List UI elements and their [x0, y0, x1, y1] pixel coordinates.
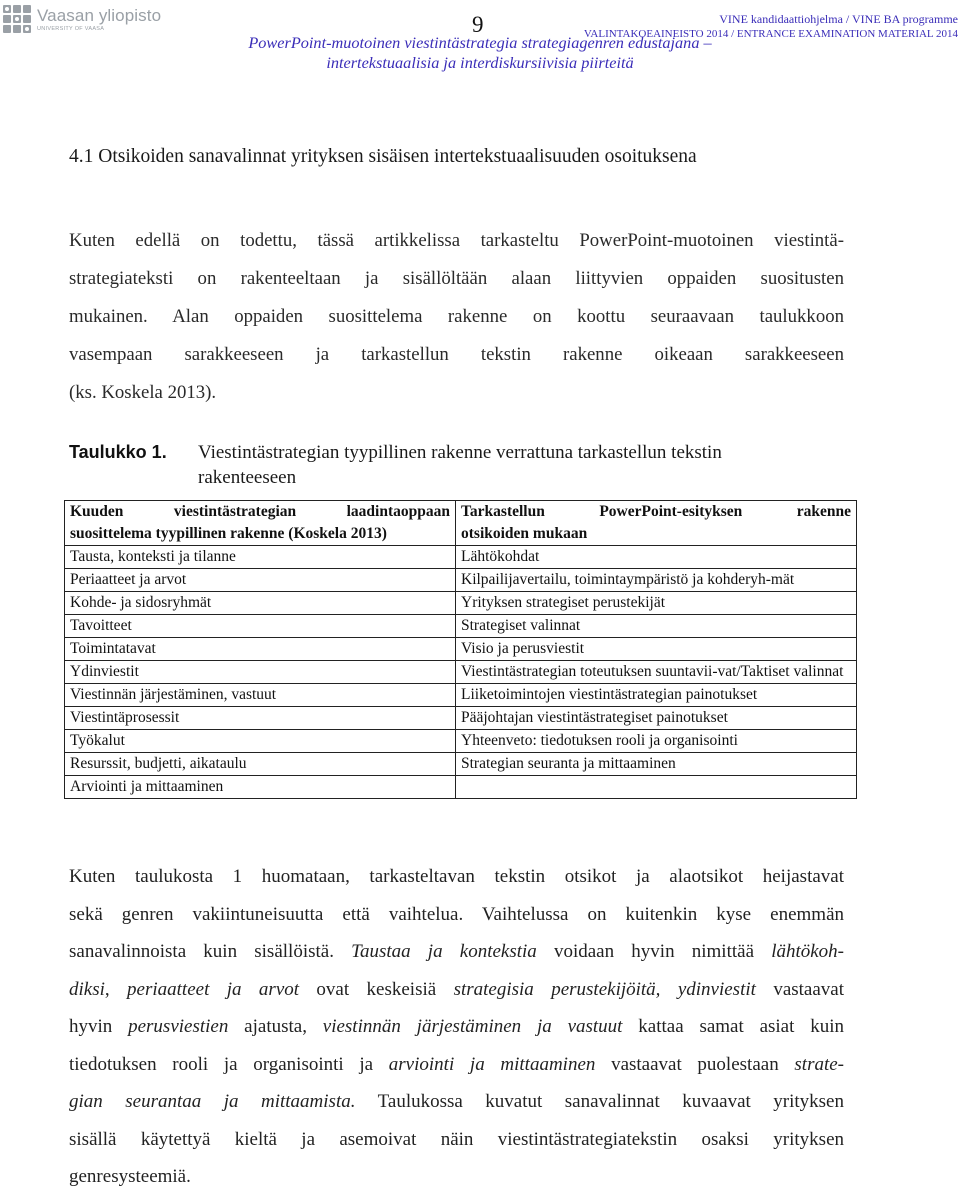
table-row: [65, 707, 857, 730]
table-row: [65, 546, 857, 569]
table-header-left-line1: Kuuden viestintästrategian laadintaoppaan: [70, 503, 450, 520]
paragraph-line: sekä genren vakiintuneisuutta että vaihtelua. Vaihtelussa on kuitenkin kyse enemmän: [69, 903, 844, 925]
university-logo: [2, 4, 161, 44]
article-title-line2: intertekstuaalisia ja interdiskursiivisia piirteitä: [326, 53, 634, 72]
table-cell-left: Periaatteet ja arvot: [65, 569, 456, 592]
table-header-right: [456, 501, 857, 546]
italic-term: perusviestien: [128, 1016, 229, 1037]
italic-term: periaatteet ja arvot: [127, 978, 300, 1000]
table-cell-right: Strategian seuranta ja mittaaminen: [456, 753, 857, 776]
table-caption-label: Taulukko 1.: [69, 442, 167, 462]
page-number: 9: [472, 12, 484, 37]
table-caption-line1: Viestintästrategian tyypillinen rakenne verrattuna tarkastellun tekstin: [198, 442, 722, 463]
paragraph-line: Kuten edellä on todettu, tässä artikkelissa tarkasteltu PowerPoint-muotoinen viestintä-: [69, 230, 844, 251]
table-row: [65, 615, 857, 638]
text-run: vastaavat: [755, 978, 844, 1000]
table-row: [65, 569, 857, 592]
table-row: [65, 776, 857, 799]
table-cell-right: Strategiset valinnat: [456, 615, 857, 638]
table-row: [65, 661, 857, 684]
table-cell-right: Kilpailijavertailu, toimintaympäristö ja kohderyh-mät: [456, 569, 857, 592]
text-run: sanavalinnoista kuin sisällöistä.: [69, 941, 352, 962]
table-cell-right: Yhteenveto: tiedotuksen rooli ja organisointi: [456, 730, 857, 753]
table-cell-left: Resurssit, budjetti, aikataulu: [65, 753, 456, 776]
table-cell-left: Kohde- ja sidosryhmät: [65, 592, 456, 615]
text-run: kattaa samat asiat kuin: [622, 1016, 844, 1037]
table-cell-left: Viestinnän järjestäminen, vastuut: [65, 684, 456, 707]
programme-label: VINE kandidaattiohjelma / VINE BA programme: [719, 12, 958, 26]
paragraph-line: strategiateksti on rakenteeltaan ja sisällöltään alaan liittyvien oppaiden suositusten: [69, 268, 844, 289]
italic-term: strate-: [794, 1053, 844, 1075]
italic-term: lähtökoh-: [771, 941, 844, 962]
table-row: [65, 684, 857, 707]
article-title: [200, 33, 760, 73]
discussion-paragraph: [69, 862, 844, 1200]
table-cell-right: Visio ja perusviestit: [456, 638, 857, 661]
text-run: Taulukossa kuvatut sanavalinnat kuvaavat yrityksen: [355, 1091, 844, 1112]
table-row: [65, 753, 857, 776]
paragraph-line: Kuten taulukosta 1 huomataan, tarkasteltavan tekstin otsikot ja alaotsikot heijastavat: [69, 866, 844, 887]
university-crest-icon: [2, 4, 32, 34]
table-cell-left: Toimintatavat: [65, 638, 456, 661]
italic-term: gian seurantaa ja mittaamista.: [69, 1091, 356, 1112]
table-header-right-line2: otsikoiden mukaan: [461, 525, 588, 542]
exam-label: VALINTAKOEAINEISTO 2014 / ENTRANCE EXAMINATION MATERIAL 2014: [583, 28, 958, 40]
table-cell-left: Tavoitteet: [65, 615, 456, 638]
section-heading: 4.1 Otsikoiden sanavalinnat yrityksen sisäisen intertekstuaalisuuden osoituksena: [69, 146, 697, 167]
table-header-left: [65, 501, 456, 546]
text-run: tiedotuksen rooli ja organisointi ja: [69, 1053, 389, 1075]
text-run: hyvin: [69, 1016, 129, 1037]
article-title-line1: PowerPoint-muotoinen viestintästrategia strategiagenren edustajana –: [248, 33, 712, 52]
paragraph-line: vasempaan sarakkeeseen ja tarkastellun tekstin rakenne oikeaan sarakkeeseen: [69, 344, 844, 365]
italic-term: viestinnän järjestäminen ja vastuut: [322, 1016, 623, 1037]
table-cell-left: Viestintäprosessit: [65, 707, 456, 730]
paragraph-line: [69, 937, 844, 975]
text-run: voidaan hyvin nimittää: [536, 941, 772, 962]
table-cell-right: Pääjohtajan viestintästrategiset painotukset: [456, 707, 857, 730]
table-cell-right: Viestintästrategian toteutuksen suuntavii-vat/Taktiset valinnat: [456, 661, 857, 684]
paragraph-line: [69, 1050, 844, 1088]
italic-term: Taustaa ja kontekstia: [351, 941, 537, 962]
paragraph-line: [69, 975, 844, 1013]
table-cell-right: Yrityksen strategiset perustekijät: [456, 592, 857, 615]
paragraph-line: mukainen. Alan oppaiden suosittelema rakenne on koottu seuraavaan taulukkoon: [69, 306, 844, 327]
italic-term: diksi: [69, 978, 105, 1000]
table-cell-left: Arviointi ja mittaaminen: [65, 776, 456, 799]
table-header-left-line2: suosittelema tyypillinen rakenne (Koskela 2013): [70, 525, 387, 542]
text-run: ajatusta,: [228, 1016, 323, 1037]
table-row: [65, 592, 857, 615]
table-cell-left: Tausta, konteksti ja tilanne: [65, 546, 456, 569]
table-header-right-line1: Tarkastellun PowerPoint-esityksen rakenne: [461, 503, 851, 520]
italic-term: arviointi ja mittaaminen: [388, 1053, 596, 1075]
logo-subtitle: UNIVERSITY OF VAASA: [37, 26, 105, 32]
paragraph-line: [69, 1087, 844, 1125]
table-cell-right: [456, 776, 857, 799]
paragraph-line: (ks. Koskela 2013).: [69, 382, 217, 403]
paragraph-line: genresysteemiä.: [69, 1166, 191, 1187]
paragraph-line: sisällä käytettyä kieltä ja asemoivat näin viestintästrategiatekstin osaksi yrityksen: [69, 1128, 844, 1150]
table-cell-left: Työkalut: [65, 730, 456, 753]
text-run: vastaavat puolestaan: [595, 1053, 795, 1075]
text-run: ,: [104, 978, 128, 1000]
intro-paragraph: [69, 226, 844, 416]
table-row: [65, 730, 857, 753]
paragraph-line: [69, 1012, 844, 1050]
table-cell-right: Lähtökohdat: [456, 546, 857, 569]
table-cell-right: Liiketoimintojen viestintästrategian painotukset: [456, 684, 857, 707]
logo-name: Vaasan yliopisto: [37, 6, 162, 25]
table-caption-line2: rakenteeseen: [198, 467, 297, 488]
italic-term: strategisia perustekijöitä, ydinviestit: [453, 978, 756, 1000]
text-run: ovat keskeisiä: [299, 978, 454, 1000]
table-row: [65, 638, 857, 661]
table-header-row: [65, 501, 857, 546]
table-cell-left: Ydinviestit: [65, 661, 456, 684]
table-caption-text: [198, 440, 838, 490]
structure-table: [64, 500, 856, 799]
